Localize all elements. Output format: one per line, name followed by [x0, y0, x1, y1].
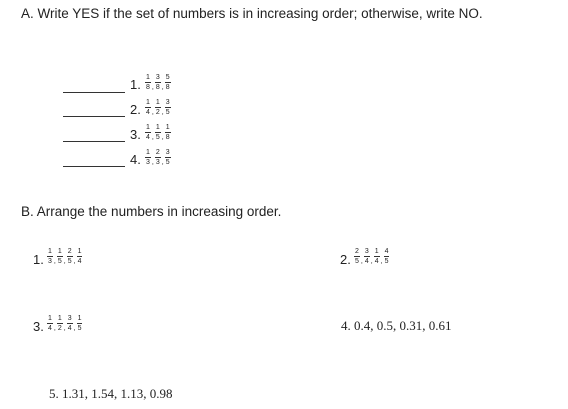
- fraction-list: 1 3 , 2 3 , 3 5: [146, 149, 170, 166]
- fraction: 1 4: [374, 248, 379, 265]
- fraction: 1 3: [146, 149, 150, 166]
- item-number: 4.: [341, 318, 351, 333]
- fraction: 1 3: [48, 248, 52, 265]
- decimal-item: [49, 386, 173, 402]
- decimal-list: 1.31, 1.54, 1.13, 0.98: [62, 386, 173, 401]
- fraction: 3 5: [165, 99, 170, 116]
- item-number: 3.: [130, 127, 141, 142]
- item-number: 4.: [130, 152, 141, 167]
- fraction: 1 4: [146, 99, 150, 116]
- fraction: 3 8: [155, 74, 160, 91]
- part-a-heading: A. Write YES if the set of numbers is in increasing order; otherwise, write NO.: [21, 6, 483, 21]
- fraction: 3 4: [67, 315, 72, 332]
- part-b-heading: B. Arrange the numbers in increasing order.: [21, 204, 282, 219]
- fraction: 1 2: [57, 315, 62, 332]
- fraction: 2 3: [155, 149, 160, 166]
- item-number: 3.: [33, 319, 44, 334]
- fraction-list: 1 4 , 1 5 , 1 8: [146, 124, 170, 141]
- item-number: 2.: [130, 102, 141, 117]
- fraction: 5 8: [165, 74, 170, 91]
- fraction-list: 2 5 , 3 4 , 1 4 , 4 5: [355, 248, 389, 265]
- answer-blank[interactable]: [63, 141, 125, 142]
- fraction: 1 5: [155, 124, 160, 141]
- fraction: 3 5: [165, 149, 170, 166]
- fraction-list: 1 4 , 1 2 , 3 5: [146, 99, 170, 116]
- fraction: 1 4: [48, 315, 52, 332]
- fraction: 3 4: [364, 248, 369, 265]
- fraction: 1 5: [77, 315, 82, 332]
- item-number: 5.: [49, 386, 59, 401]
- fraction: 1 4: [77, 248, 82, 265]
- fraction: 4 5: [384, 248, 389, 265]
- item-number: 2.: [340, 252, 351, 267]
- fraction: 1 4: [146, 124, 150, 141]
- fraction-list: 1 4 , 1 2 , 3 4 , 1 5: [48, 315, 82, 332]
- fraction: 2 5: [67, 248, 72, 265]
- fraction: 1 2: [155, 99, 160, 116]
- fraction: 1 5: [57, 248, 62, 265]
- answer-blank[interactable]: [63, 92, 125, 93]
- fraction-list: 1 8 , 3 8 , 5 8: [146, 74, 170, 91]
- item-number: 1.: [33, 252, 44, 267]
- decimal-list: 0.4, 0.5, 0.31, 0.61: [354, 318, 452, 333]
- item-number: 1.: [130, 77, 141, 92]
- answer-blank[interactable]: [63, 166, 125, 167]
- answer-blank[interactable]: [63, 116, 125, 117]
- decimal-item: [341, 318, 452, 334]
- fraction: 1 8: [165, 124, 170, 141]
- fraction-list: 1 3 , 1 5 , 2 5 , 1 4: [48, 248, 82, 265]
- fraction: 2 5: [355, 248, 359, 265]
- fraction: 1 8: [146, 74, 150, 91]
